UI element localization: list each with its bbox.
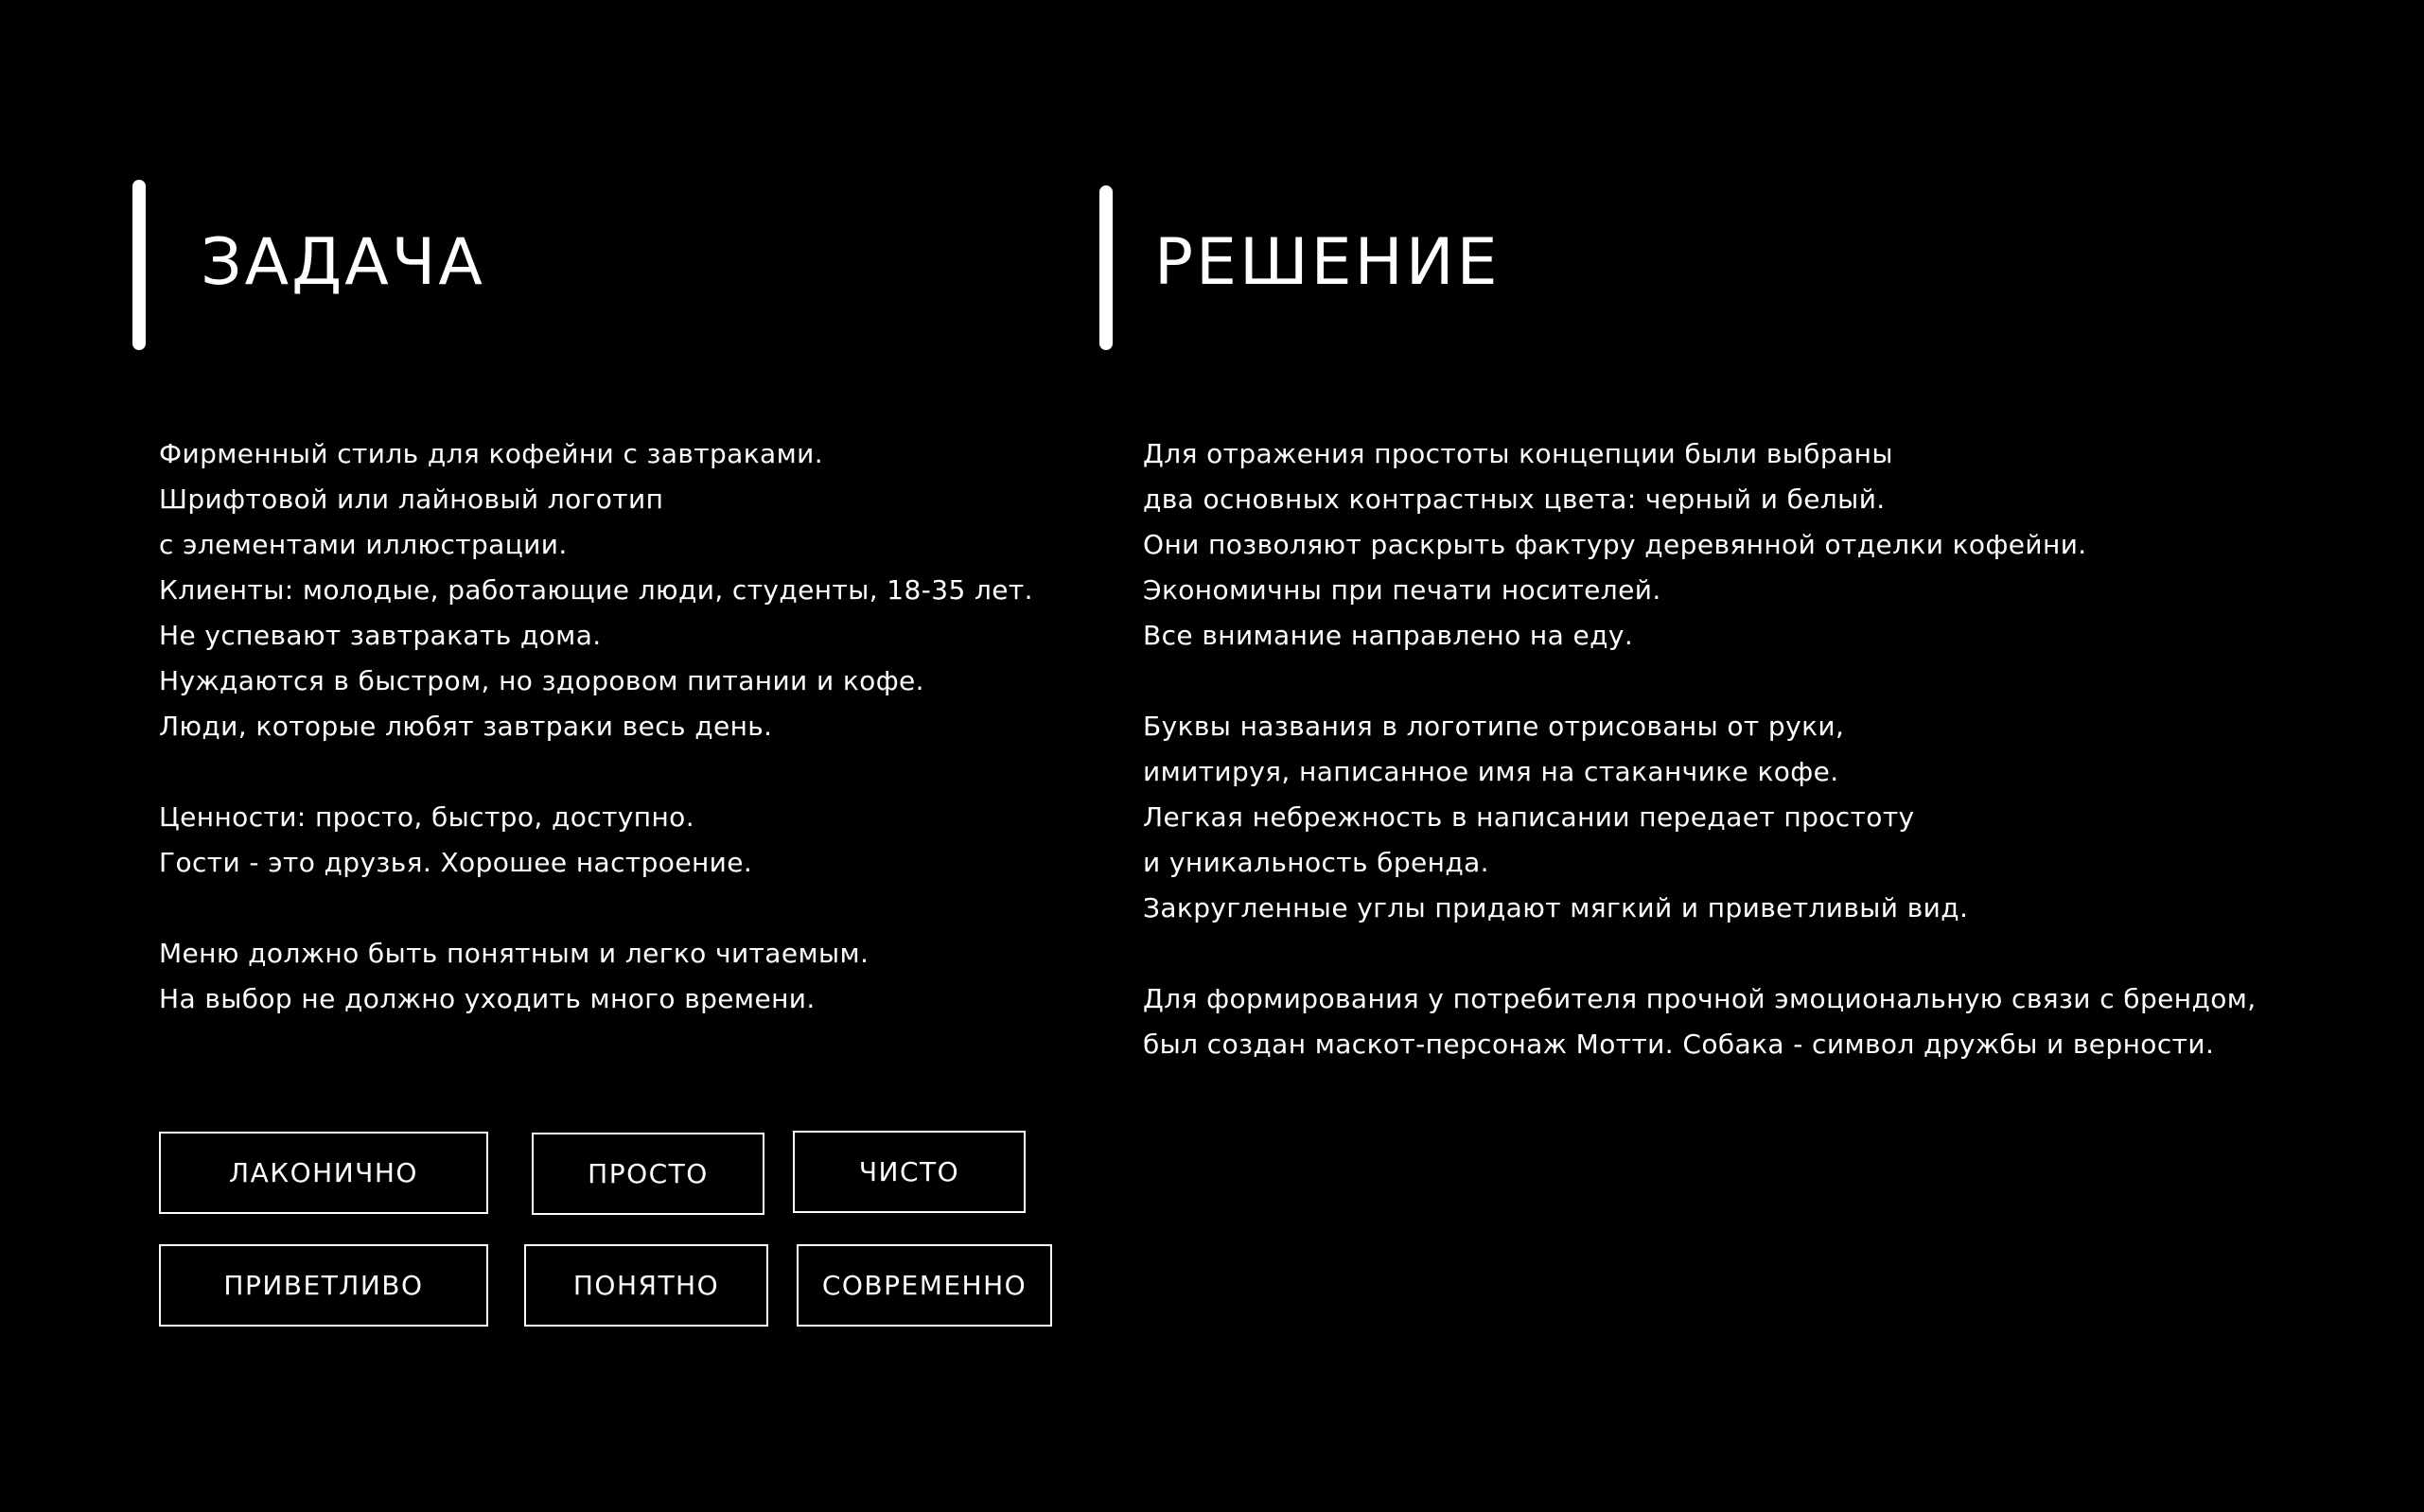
task-line: Меню должно быть понятным и легко читаемым.: [159, 938, 869, 969]
tag-clear: ПОНЯТНО: [524, 1244, 768, 1327]
task-line: Шрифтовой или лайновый логотип: [159, 483, 664, 515]
task-line: Люди, которые любят завтраки весь день.: [159, 711, 773, 742]
task-heading: ЗАДАЧА: [201, 225, 485, 300]
task-description: [159, 431, 1033, 1022]
solution-line: Закругленные углы придают мягкий и приветливый вид.: [1143, 892, 1969, 923]
task-line: Фирменный стиль для кофейни с завтраками.: [159, 438, 824, 469]
task-line: Ценности: просто, быстро, доступно.: [159, 801, 694, 833]
solution-line: Для отражения простоты концепции были выбраны: [1143, 438, 1893, 469]
tag-laconic: ЛАКОНИЧНО: [159, 1132, 488, 1214]
tag-simple: ПРОСТО: [532, 1133, 764, 1215]
solution-accent-bar: [1099, 185, 1113, 350]
solution-line: [1143, 931, 2257, 976]
task-line: с элементами иллюстрации.: [159, 529, 568, 560]
tag-clean: ЧИСТО: [793, 1131, 1026, 1213]
solution-line: и уникальность бренда.: [1143, 847, 1489, 878]
task-line: На выбор не должно уходить много времени.: [159, 983, 816, 1014]
task-line: Гости - это друзья. Хорошее настроение.: [159, 847, 753, 878]
task-line: [159, 749, 1033, 795]
tag-friendly: ПРИВЕТЛИВО: [159, 1244, 488, 1327]
task-accent-bar: [132, 180, 146, 350]
solution-line: Они позволяют раскрыть фактуру деревянной отделки кофейни.: [1143, 529, 2087, 560]
task-line: [159, 886, 1033, 931]
solution-line: был создан маскот-персонаж Мотти. Собака - символ дружбы и верности.: [1143, 1029, 2215, 1060]
solution-line: имитируя, написанное имя на стаканчике кофе.: [1143, 756, 1839, 787]
tag-modern: СОВРЕМЕННО: [797, 1244, 1052, 1327]
task-line: Нуждаются в быстром, но здоровом питании и кофе.: [159, 665, 924, 696]
solution-line: Экономичны при печати носителей.: [1143, 574, 1661, 606]
solution-description: [1143, 431, 2257, 1067]
task-line: Клиенты: молодые, работающие люди, студенты, 18-35 лет.: [159, 574, 1033, 606]
solution-line: Буквы названия в логотипе отрисованы от руки,: [1143, 711, 1845, 742]
task-line: Не успевают завтракать дома.: [159, 620, 602, 651]
solution-heading: РЕШЕНИЕ: [1154, 225, 1501, 300]
solution-line: два основных контрастных цвета: черный и белый.: [1143, 483, 1886, 515]
solution-line: Для формирования у потребителя прочной эмоциональную связи с брендом,: [1143, 983, 2257, 1014]
solution-line: [1143, 659, 2257, 704]
solution-line: Легкая небрежность в написании передает простоту: [1143, 801, 1915, 833]
solution-line: Все внимание направлено на еду.: [1143, 620, 1634, 651]
